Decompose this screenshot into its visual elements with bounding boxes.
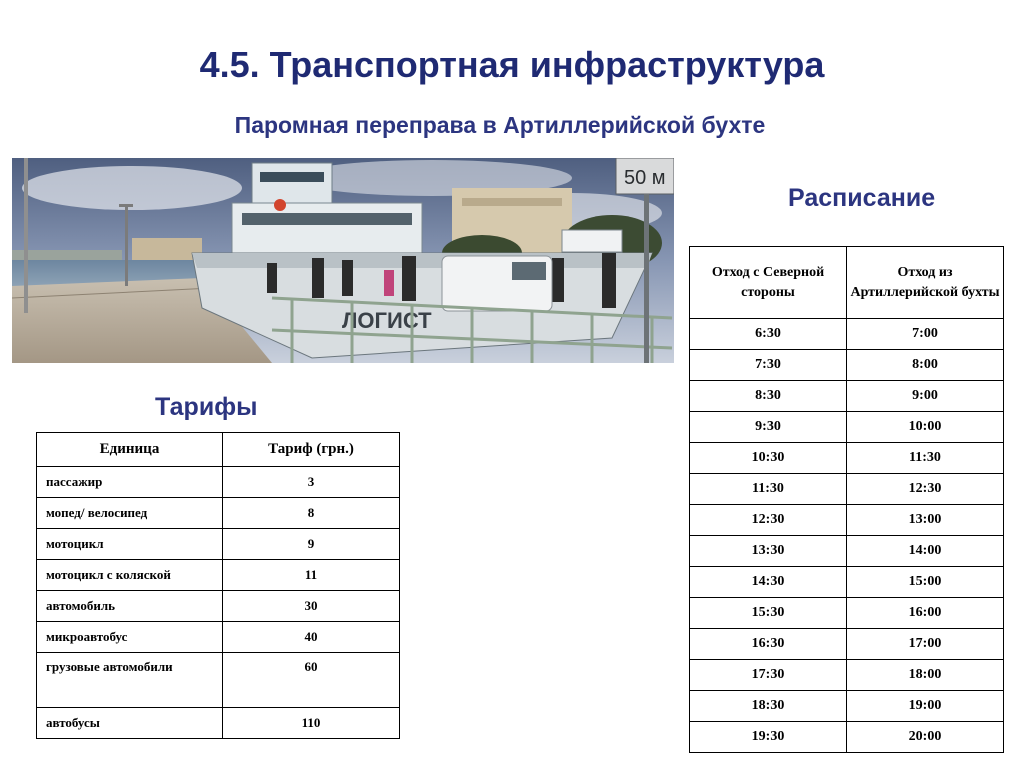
schedule-departure-north: 11:30: [690, 474, 847, 505]
tariff-row: [37, 591, 400, 622]
tariff-row: [37, 653, 400, 708]
tariffs-table: [36, 432, 400, 739]
schedule-departure-artillery: 12:30: [847, 474, 1004, 505]
tariff-row: [37, 467, 400, 498]
tariffs-heading: Тарифы: [155, 393, 258, 421]
tariff-row: [37, 708, 400, 739]
schedule-row: [690, 443, 1004, 474]
ferry-photo: [12, 158, 674, 363]
tariffs-col-price: Тариф (грн.): [223, 433, 400, 467]
schedule-departure-artillery: 18:00: [847, 660, 1004, 691]
tariff-unit: автобусы: [37, 708, 223, 739]
schedule-departure-artillery: 10:00: [847, 412, 1004, 443]
tariff-unit: грузовые автомобили: [37, 653, 223, 708]
schedule-departure-north: 8:30: [690, 381, 847, 412]
schedule-row: [690, 567, 1004, 598]
tariff-price: 9: [223, 529, 400, 560]
schedule-departure-north: 17:30: [690, 660, 847, 691]
tariff-price: 11: [223, 560, 400, 591]
tariff-row: [37, 529, 400, 560]
tariff-price: 3: [223, 467, 400, 498]
schedule-departure-north: 16:30: [690, 629, 847, 660]
schedule-row: [690, 381, 1004, 412]
tariff-price: 30: [223, 591, 400, 622]
tariff-price: 110: [223, 708, 400, 739]
schedule-departure-artillery: 16:00: [847, 598, 1004, 629]
schedule-departure-north: 10:30: [690, 443, 847, 474]
tariff-price: 60: [223, 653, 400, 708]
schedule-departure-north: 9:30: [690, 412, 847, 443]
schedule-departure-north: 14:30: [690, 567, 847, 598]
schedule-row: [690, 474, 1004, 505]
schedule-row: [690, 629, 1004, 660]
schedule-row: [690, 691, 1004, 722]
tariffs-col-unit: Единица: [37, 433, 223, 467]
schedule-departure-artillery: 7:00: [847, 319, 1004, 350]
schedule-col-north: Отход с Северной стороны: [690, 247, 847, 319]
schedule-row: [690, 505, 1004, 536]
schedule-row: [690, 536, 1004, 567]
schedule-departure-north: 13:30: [690, 536, 847, 567]
schedule-row: [690, 350, 1004, 381]
tariff-unit: пассажир: [37, 467, 223, 498]
distance-sign: 50 м: [624, 167, 666, 189]
tariff-row: [37, 622, 400, 653]
schedule-departure-artillery: 13:00: [847, 505, 1004, 536]
tariff-unit: мотоцикл с коляской: [37, 560, 223, 591]
tariff-price: 40: [223, 622, 400, 653]
schedule-departure-north: 18:30: [690, 691, 847, 722]
tariff-row: [37, 560, 400, 591]
schedule-heading: Расписание: [788, 184, 936, 212]
schedule-departure-artillery: 15:00: [847, 567, 1004, 598]
schedule-departure-north: 19:30: [690, 722, 847, 753]
schedule-departure-artillery: 11:30: [847, 443, 1004, 474]
schedule-row: [690, 412, 1004, 443]
schedule-departure-artillery: 9:00: [847, 381, 1004, 412]
page-title: 4.5. Транспортная инфраструктура: [199, 44, 825, 85]
schedule-departure-artillery: 19:00: [847, 691, 1004, 722]
schedule-col-artillery: Отход из Артиллерийской бухты: [847, 247, 1004, 319]
schedule-row: [690, 722, 1004, 753]
tariffs-header-row: [37, 433, 400, 467]
schedule-row: [690, 319, 1004, 350]
schedule-departure-north: 6:30: [690, 319, 847, 350]
hull-lettering: ЛОГИСТ: [342, 308, 432, 333]
schedule-departure-artillery: 14:00: [847, 536, 1004, 567]
tariff-unit: мотоцикл: [37, 529, 223, 560]
schedule-departure-artillery: 8:00: [847, 350, 1004, 381]
schedule-departure-artillery: 17:00: [847, 629, 1004, 660]
schedule-table: [689, 246, 1004, 753]
schedule-header-row: [690, 247, 1004, 319]
schedule-row: [690, 660, 1004, 691]
schedule-row: [690, 598, 1004, 629]
schedule-departure-artillery: 20:00: [847, 722, 1004, 753]
schedule-departure-north: 15:30: [690, 598, 847, 629]
tariff-unit: микроавтобус: [37, 622, 223, 653]
page-subtitle: Паромная переправа в Артиллерийской бухте: [234, 112, 766, 138]
tariff-unit: мопед/ велосипед: [37, 498, 223, 529]
schedule-departure-north: 12:30: [690, 505, 847, 536]
tariff-price: 8: [223, 498, 400, 529]
tariff-row: [37, 498, 400, 529]
tariff-unit: автомобиль: [37, 591, 223, 622]
schedule-departure-north: 7:30: [690, 350, 847, 381]
